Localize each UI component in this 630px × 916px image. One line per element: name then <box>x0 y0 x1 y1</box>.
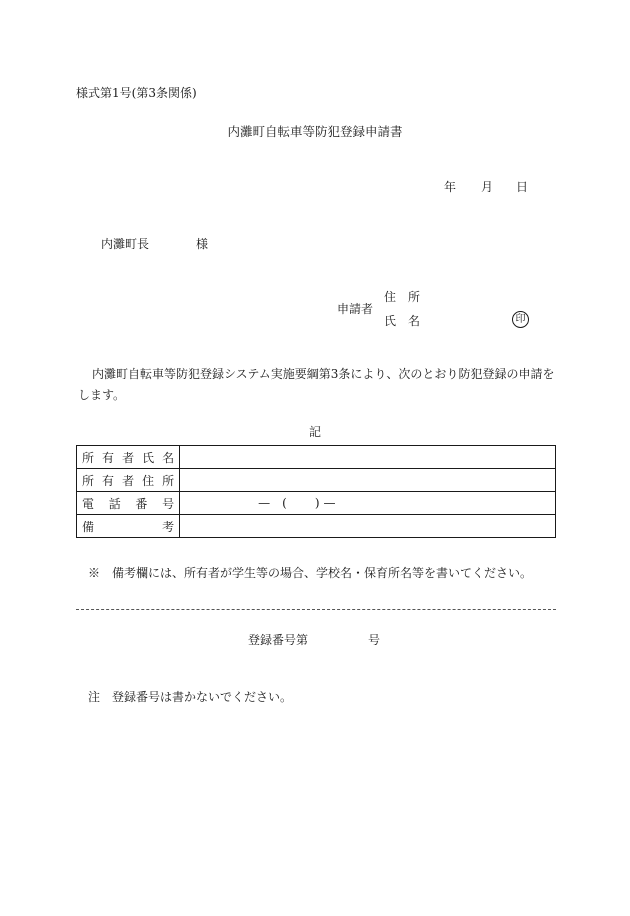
addressee-honorific: 様 <box>196 237 209 251</box>
date-month-label: 月 <box>481 180 494 194</box>
owner-name-field[interactable] <box>180 446 556 469</box>
remarks-field[interactable] <box>180 515 556 538</box>
registration-number-label: 登録番号第 <box>248 633 309 647</box>
remarks-note: ※ 備考欄には、所有者が学生等の場合、学校名・保育所名等を書いてください。 <box>88 566 533 580</box>
date-year-label: 年 <box>444 180 457 194</box>
applicant-name-label: 氏名 <box>384 314 433 328</box>
phone-close-paren: ) <box>314 496 320 510</box>
phone-open-paren: ( <box>282 496 287 510</box>
phone-dash: — <box>323 496 336 510</box>
registration-number-suffix: 号 <box>368 633 381 647</box>
form-number: 様式第1号(第3条関係) <box>76 86 197 100</box>
owner-address-label: 所有者住所 <box>77 469 180 492</box>
date-day-label: 日 <box>516 180 529 194</box>
owner-info-table <box>76 445 556 538</box>
addressee-name: 内灘町長 <box>101 237 150 251</box>
footer-note: 注 登録番号は書かないでください。 <box>88 690 293 704</box>
applicant-address-label: 住所 <box>384 290 433 304</box>
document-title: 内灘町自転車等防犯登録申請書 <box>227 124 403 139</box>
cut-line-divider <box>76 609 556 610</box>
owner-name-label: 所有者氏名 <box>77 446 180 469</box>
table-row <box>77 515 556 538</box>
table-row <box>77 469 556 492</box>
phone-number-field[interactable] <box>180 492 556 515</box>
applicant-label: 申請者 <box>337 302 374 316</box>
table-row <box>77 446 556 469</box>
note-heading: 記 <box>308 425 321 439</box>
phone-number-label: 電話番号 <box>77 492 180 515</box>
seal-mark: 印 <box>512 311 529 328</box>
owner-address-field[interactable] <box>180 469 556 492</box>
application-body-text: 内灘町自転車等防犯登録システム実施要綱第3条により、次のとおり防犯登録の申請をします。 <box>78 367 555 402</box>
remarks-label: 備考 <box>77 515 180 538</box>
table-row <box>77 492 556 515</box>
phone-dash: — <box>258 496 271 510</box>
